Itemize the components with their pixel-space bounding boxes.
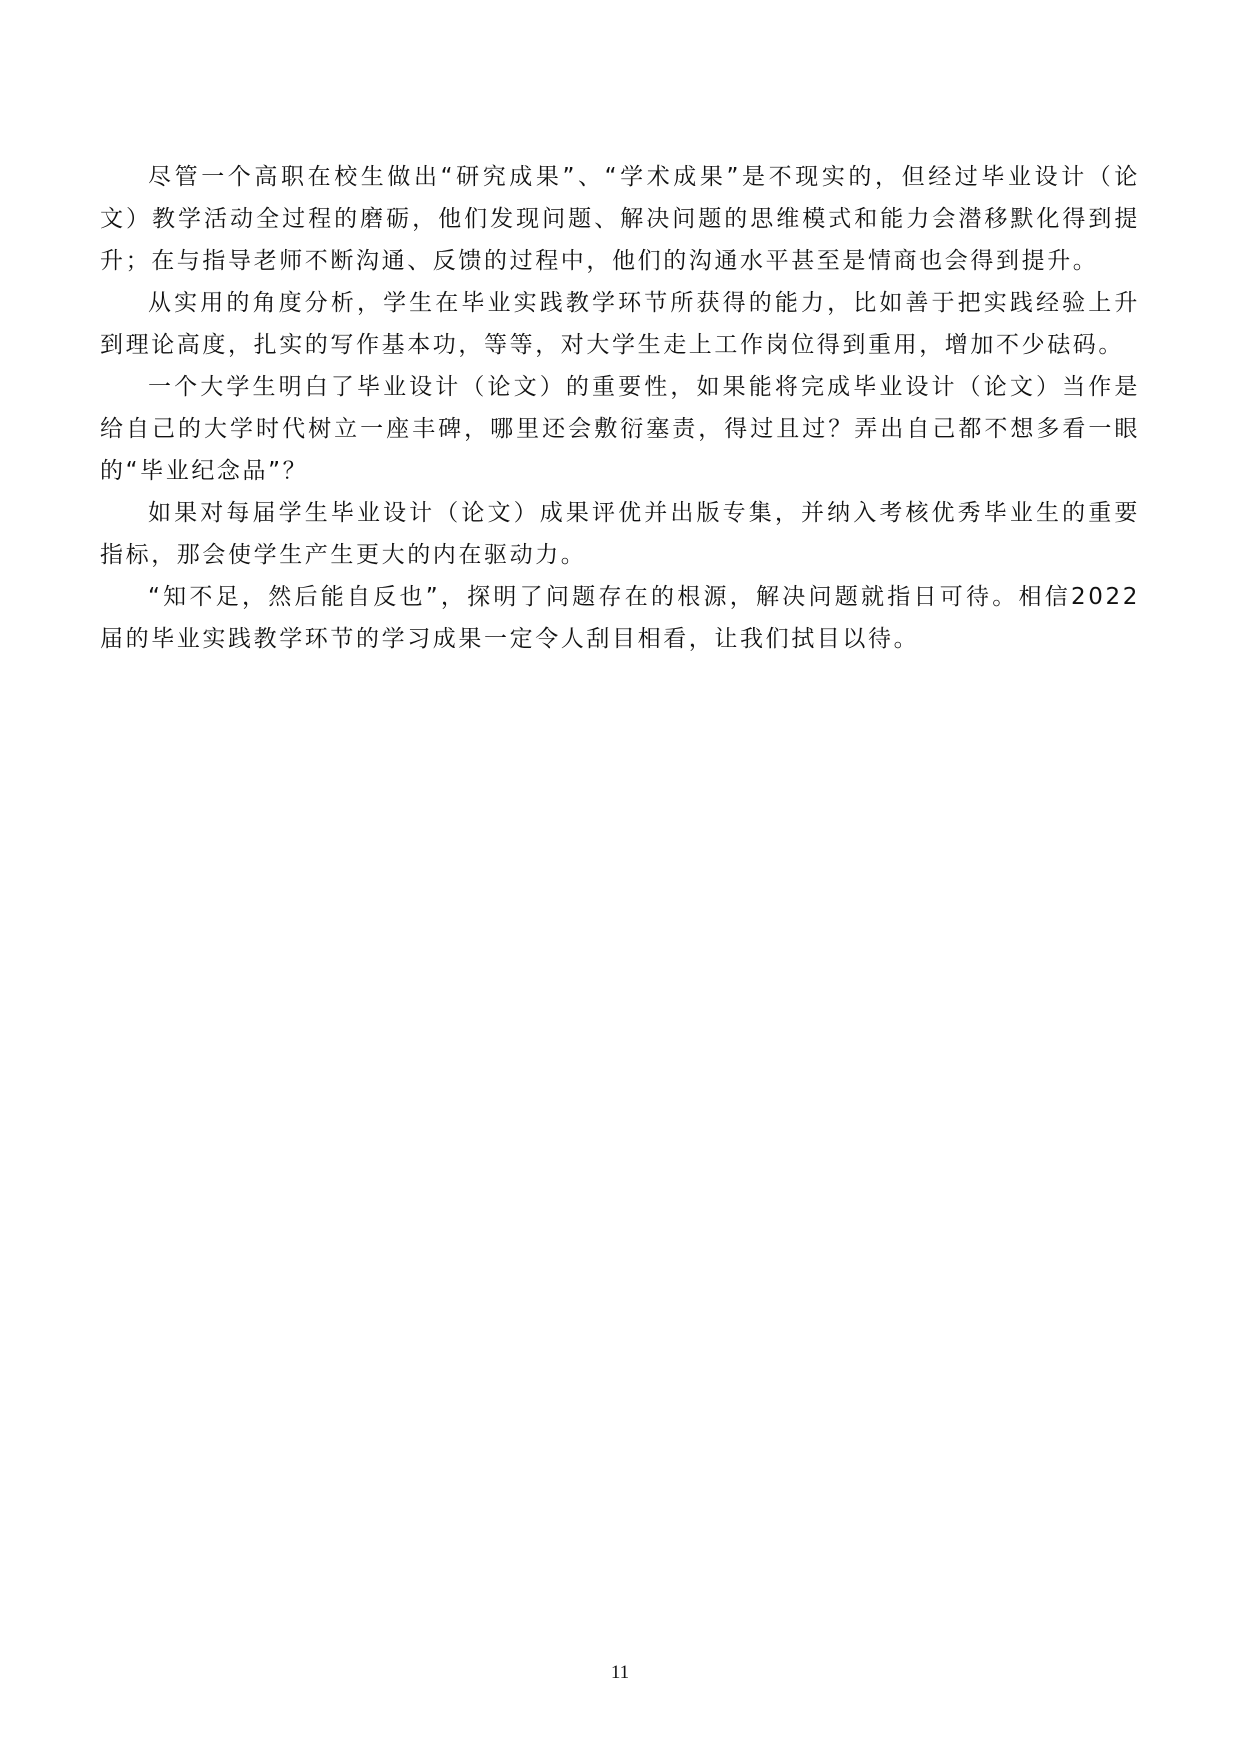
paragraph-4: 如果对每届学生毕业设计（论文）成果评优并出版专集，并纳入考核优秀毕业生的重要指标，那会使学生产生更大的内在驱动力。 bbox=[100, 500, 1140, 568]
paragraph-3: 一个大学生明白了毕业设计（论文）的重要性，如果能将完成毕业设计（论文）当作是给自己的大学时代树立一座丰碑，哪里还会敷衍塞责，得过且过？弄出自己都不想多看一眼的“毕业纪念品”？ bbox=[100, 374, 1140, 484]
page-number: 11 bbox=[610, 1662, 630, 1683]
body-text bbox=[100, 156, 1140, 660]
paragraph-2: 从实用的角度分析，学生在毕业实践教学环节所获得的能力，比如善于把实践经验上升到理论高度，扎实的写作基本功，等等，对大学生走上工作岗位得到重用，增加不少砝码。 bbox=[100, 290, 1140, 358]
paragraph-1: 尽管一个高职在校生做出“研究成果”、“学术成果”是不现实的，但经过毕业设计（论文）教学活动全过程的磨砺，他们发现问题、解决问题的思维模式和能力会潜移默化得到提升；在与指导老师不断沟通、反馈的过程中，他们的沟通水平甚至是情商也会得到提升。 bbox=[100, 164, 1140, 274]
paragraph-5: “知不足，然后能自反也”，探明了问题存在的根源，解决问题就指日可待。相信2022届的毕业实践教学环节的学习成果一定令人刮目相看，让我们拭目以待。 bbox=[100, 584, 1140, 652]
